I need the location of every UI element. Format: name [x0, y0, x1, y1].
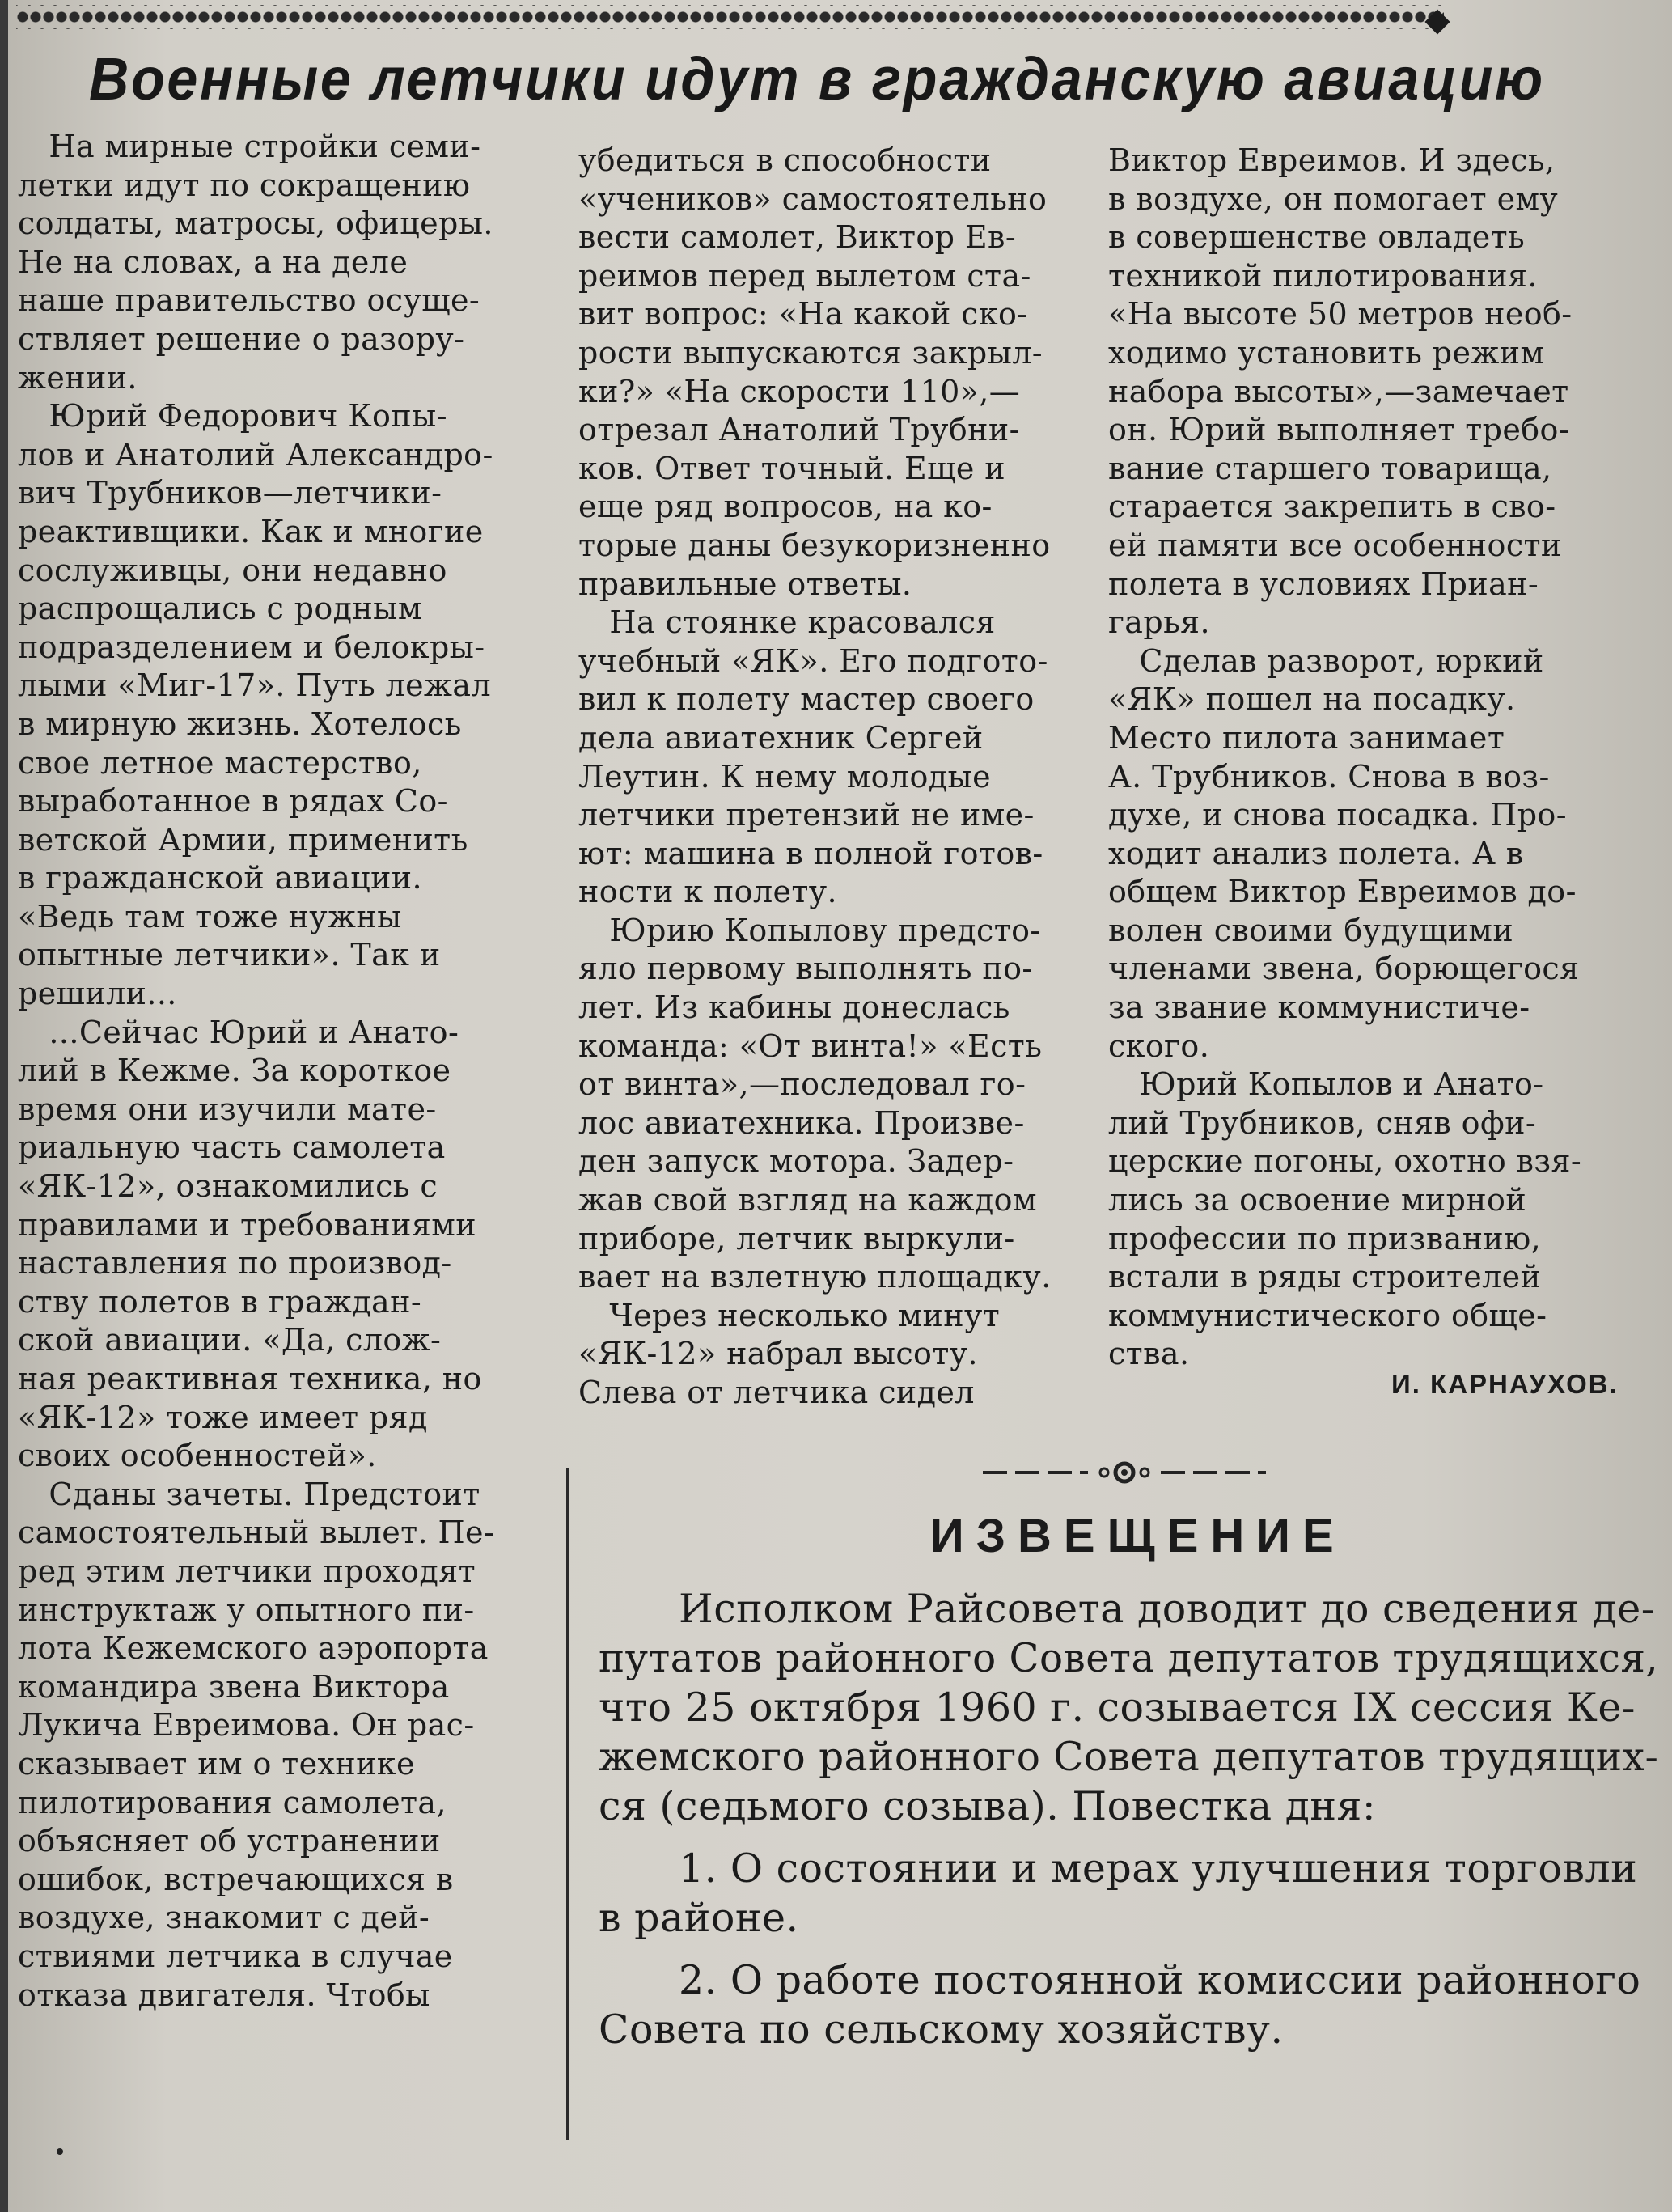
article-line: ствиями летчика в случае [18, 1938, 453, 1974]
article-line: ской авиации. «Да, слож- [18, 1322, 442, 1358]
article-line: ная реактивная техника, но [18, 1361, 482, 1396]
article-line: лов и Анатолий Александро- [18, 436, 493, 472]
article-column-3 [1108, 142, 1642, 1374]
article-line: Слева от летчика сидел [578, 1375, 975, 1410]
article-line: Сделав разворот, юркий [1108, 642, 1544, 679]
article-line: опытные летчики». Так и [18, 937, 441, 973]
notice-line: ся (седьмого созыва). Повестка дня: [599, 1783, 1376, 1829]
article-line: Виктор Евреимов. И здесь, [1108, 142, 1556, 178]
article-line: волен своими будущими [1108, 912, 1514, 948]
article-line: вит вопрос: «На какой ско- [578, 296, 1028, 333]
article-line: лий в Кежме. За короткое [18, 1053, 451, 1089]
article-line: «Ведь там тоже нужны [18, 898, 402, 934]
article-line: наше правительство осуще- [18, 282, 480, 319]
article-line: ветской Армии, применить [18, 821, 468, 858]
article-line: профессии по призванию, [1108, 1220, 1542, 1256]
article-line: торые даны безукоризненно [578, 527, 1051, 563]
article-column-2 [578, 142, 1104, 1413]
article-line: дела авиатехник Сергей [578, 719, 984, 756]
article-line: вил к полету мастер своего [578, 681, 1035, 718]
article-line: распрощались с родным [18, 591, 422, 627]
article-line: ден запуск мотора. Задер- [578, 1143, 1014, 1180]
notice-line: путатов районного Совета депутатов трудящихся, [599, 1635, 1659, 1681]
article-line: «ЯК-12» набрал высоту. [578, 1336, 978, 1372]
article-line: от винта»,—последовал го- [578, 1066, 1026, 1103]
article-line: «ЯК-12» тоже имеет ряд [18, 1399, 428, 1435]
article-line: инструктаж у опытного пи- [18, 1591, 475, 1628]
article-line: объясняет об устранении [18, 1823, 441, 1859]
paragraph-gap [599, 1831, 1666, 1844]
article-line: в мирную жизнь. Хотелось [18, 706, 462, 742]
article-line: воздухе, знакомит с дей- [18, 1900, 430, 1936]
article-line: лет. Из кабины донеслась [578, 989, 1010, 1026]
article-line: ков. Ответ точный. Еще и [578, 450, 1005, 486]
article-line: пилотирования самолета, [18, 1784, 447, 1820]
article-line: ского. [1108, 1028, 1210, 1064]
article-line: учебный «ЯК». Его подгото- [578, 642, 1048, 679]
ornament-divider [983, 1456, 1266, 1489]
article-line: церские погоны, охотно взя- [1108, 1143, 1582, 1180]
article-line: наставления по производ- [18, 1245, 452, 1282]
article-line: ходит анализ полета. А в [1108, 835, 1524, 871]
article-line: Сданы зачеты. Предстоит [18, 1476, 480, 1512]
article-line: командира звена Виктора [18, 1668, 450, 1705]
article-line: Лукича Евреимова. Он рас- [18, 1707, 475, 1744]
article-line: вает на взлетную площадку. [578, 1259, 1052, 1295]
notice-line: в районе. [599, 1895, 799, 1941]
article-line: солдаты, матросы, офицеры. [18, 206, 493, 242]
article-line: ...Сейчас Юрий и Анато- [18, 1014, 459, 1050]
article-line: общем Виктор Евреимов до- [1108, 874, 1577, 910]
article-line: он. Юрий выполняет требо- [1108, 412, 1570, 448]
article-line: Место пилота занимает [1108, 719, 1505, 756]
article-line: встали в ряды строителей [1108, 1259, 1542, 1295]
article-line: Юрию Копылову предсто- [578, 912, 1041, 948]
article-line: «ЯК-12», ознакомились с [18, 1168, 438, 1205]
article-line: рости выпускаются закрыл- [578, 334, 1043, 371]
page-edge [0, 0, 8, 2212]
column-divider [566, 1468, 569, 2140]
article-line: «На высоте 50 метров необ- [1108, 296, 1573, 333]
article-line: На мирные стройки семи- [18, 129, 481, 164]
article-line: лий Трубников, сняв офи- [1108, 1104, 1537, 1141]
top-dotted-rule [16, 5, 1444, 29]
article-line: коммунистического обще- [1108, 1297, 1547, 1333]
article-line: полета в условиях Приан- [1108, 566, 1539, 602]
article-line: «учеников» самостоятельно [578, 180, 1048, 217]
article-line: ству полетов в граждан- [18, 1283, 422, 1320]
notice-body [599, 1584, 1666, 2054]
article-line: На стоянке красовался [578, 604, 996, 641]
paragraph-gap [599, 1943, 1666, 1956]
article-line: жав свой взгляд на каждом [578, 1182, 1037, 1218]
notice-line: 2. О работе постоянной комиссии районного [599, 1957, 1641, 2003]
article-line: летки идут по сокращению [18, 167, 471, 203]
article-line: риальную часть самолета [18, 1129, 446, 1166]
article-line: правилами и требованиями [18, 1206, 476, 1243]
article-line: лос авиатехника. Произве- [578, 1104, 1025, 1141]
article-line: сказывает им о технике [18, 1745, 415, 1782]
article-title: Военные летчики идут в гражданскую авиацию [89, 45, 1545, 112]
article-line: команда: «От винта!» «Есть [578, 1028, 1043, 1064]
article-line: Юрий Копылов и Анато- [1108, 1066, 1544, 1103]
article-line: ей памяти все особенности [1108, 527, 1562, 563]
notice-title: ИЗВЕЩЕНИЕ [930, 1510, 1346, 1562]
article-line: приборе, летчик выркули- [578, 1220, 1015, 1256]
article-line: ствляет решение о разору- [18, 320, 465, 357]
notice-line: жемского районного Совета депутатов трудящих- [599, 1734, 1659, 1780]
article-line: отказа двигателя. Чтобы [18, 1977, 430, 2013]
article-line: лыми «Миг-17». Путь лежал [18, 667, 492, 704]
article-line: Леутин. К нему молодые [578, 758, 992, 795]
article-line: лота Кежемского аэропорта [18, 1630, 489, 1667]
article-signature: И. КАРНАУХОВ. [1391, 1369, 1619, 1399]
article-line: ходимо установить режим [1108, 334, 1545, 371]
article-line: Юрий Федорович Копы- [18, 398, 447, 434]
notice-line: что 25 октября 1960 г. созывается IX сессия Ке- [599, 1684, 1636, 1731]
article-line: ошибок, встречающихся в [18, 1861, 454, 1897]
article-line: вание старшего товарища, [1108, 450, 1552, 486]
article-line: вич Трубников—летчики- [18, 475, 442, 511]
article-line: духе, и снова посадка. Про- [1108, 797, 1567, 833]
article-line: яло первому выполнять по- [578, 951, 1033, 987]
article-line: за звание коммунистиче- [1108, 989, 1530, 1026]
article-line: гарья. [1108, 604, 1211, 641]
notice-line: 1. О состоянии и мерах улучшения торговли [599, 1845, 1638, 1892]
article-line: в гражданской авиации. [18, 860, 423, 896]
article-line: ства. [1108, 1336, 1190, 1372]
article-column-1 [18, 128, 552, 2015]
article-line: отрезал Анатолий Трубни- [578, 412, 1020, 448]
article-line: реактивщики. Как и многие [18, 513, 484, 549]
article-line: ки?» «На скорости 110»,— [578, 373, 1021, 409]
print-speck [57, 2148, 63, 2155]
article-line: жении. [18, 359, 138, 396]
article-line: лись за освоение мирной [1108, 1182, 1527, 1218]
article-line: «ЯК» пошел на посадку. [1108, 681, 1516, 718]
article-line: вести самолет, Виктор Ев- [578, 219, 1017, 256]
article-line: летчики претензий не име- [578, 797, 1035, 833]
article-line: техникой пилотирования. [1108, 257, 1538, 294]
article-line: реимов перед вылетом ста- [578, 257, 1031, 294]
article-line: ют: машина в полной готов- [578, 835, 1043, 871]
article-line: решили... [18, 976, 177, 1012]
article-line: правильные ответы. [578, 566, 912, 602]
article-line: еще ряд вопросов, на ко- [578, 489, 993, 525]
article-line: в совершенстве овладеть [1108, 219, 1526, 256]
article-line: Не на словах, а на деле [18, 244, 408, 280]
article-line: сослуживцы, они недавно [18, 552, 447, 588]
article-line: время они изучили мате- [18, 1091, 437, 1127]
article-line: свое летное мастерство, [18, 744, 422, 781]
article-line: ности к полету. [578, 874, 838, 910]
article-line: в воздухе, он помогает ему [1108, 180, 1559, 217]
notice-line: Исполком Райсовета доводит до сведения де- [599, 1586, 1655, 1632]
article-line: убедиться в способности [578, 142, 992, 178]
article-line: А. Трубников. Снова в воз- [1108, 758, 1550, 795]
article-line: самостоятельный вылет. Пе- [18, 1515, 495, 1551]
article-line: выработанное в рядах Со- [18, 783, 448, 820]
article-line: ред этим летчики проходят [18, 1553, 476, 1589]
notice-line: Совета по сельскому хозяйству. [599, 2006, 1284, 2053]
article-line: подразделением и белокры- [18, 629, 485, 665]
article-line: Через несколько минут [578, 1297, 1001, 1333]
article-line: набора высоты»,—замечает [1108, 373, 1569, 409]
article-line: членами звена, борющегося [1108, 951, 1580, 987]
article-line: своих особенностей». [18, 1438, 377, 1474]
article-line: старается закрепить в сво- [1108, 489, 1556, 525]
